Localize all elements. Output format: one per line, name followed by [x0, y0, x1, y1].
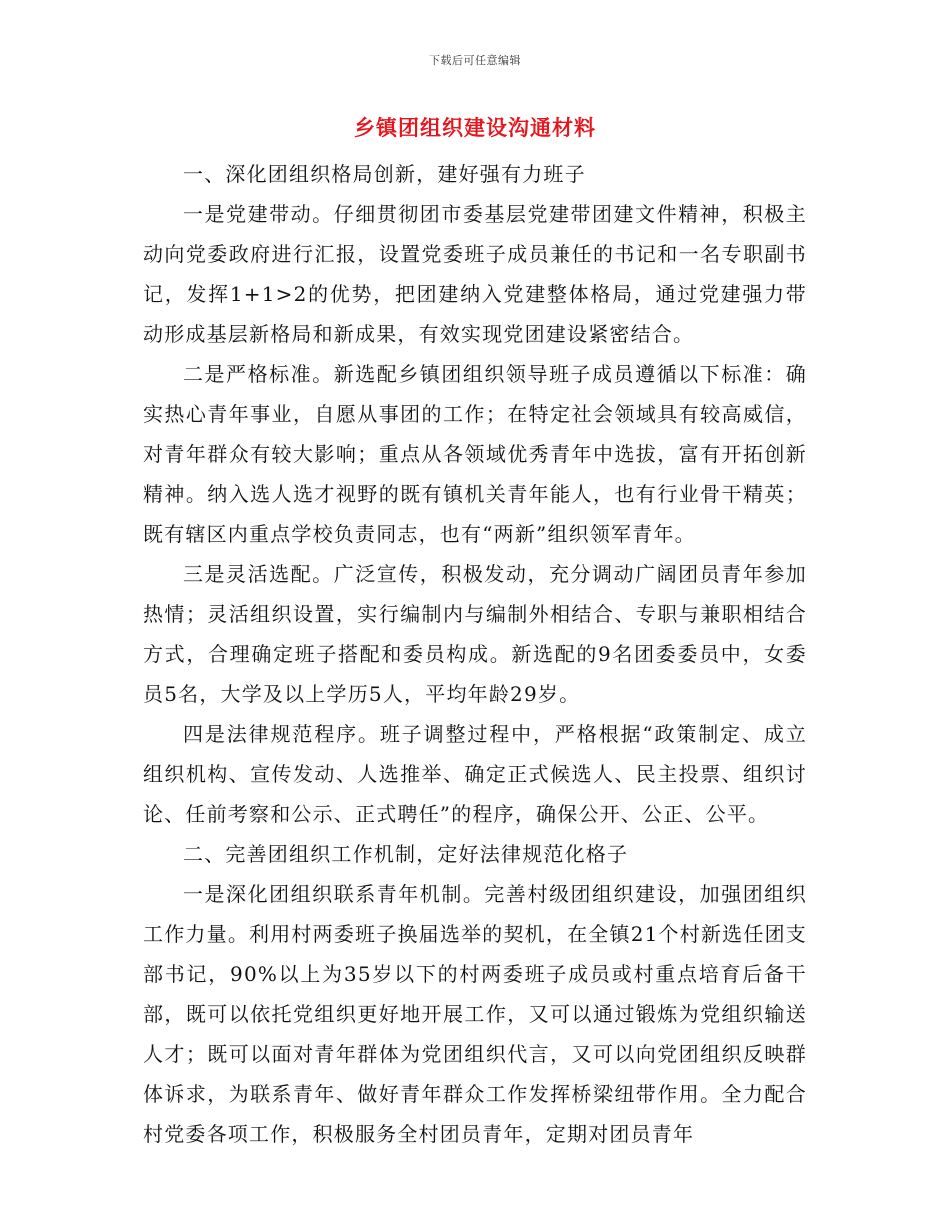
section-heading-2: 二、完善团组织工作机制，定好法律规范化格子: [183, 842, 629, 866]
section-heading-1: 一、深化团组织格局创新，建好强有力班子: [183, 162, 586, 186]
header-note: 下载后可任意编辑: [429, 54, 521, 67]
paragraph-youth-mechanism: 一是深化团组织联系青年机制。完善村级团组织建设，加强团组织工作力量。利用村两委班子换届选举的契机，在全镇21个村新选任团支部书记，90%以上为35岁以下的村两委班子成员或村重点培育后备干部，既可以依托党组织更好地开展工作，又可以通过锻炼为党组织输送人才；既可以面对青年群体为党团组织代言，又可以向党团组织反映群体诉求，为联系青年、做好青年群众工作发挥桥梁纽带作用。全力配合村党委各项工作，积极服务全村团员青年，定期对团员青年: [143, 882, 807, 1146]
paragraph-party-building: 一是党建带动。仔细贯彻团市委基层党建带团建文件精神，积极主动向党委政府进行汇报，设置党委班子成员兼任的书记和一名专职副书记，发挥1+1>2的优势，把团建纳入党建整体格局，通过党建强力带动形成基层新格局和新成果，有效实现党团建设紧密结合。: [143, 202, 807, 346]
document-body: [143, 154, 807, 1154]
paragraph-strict-standards: 二是严格标准。新选配乡镇团组织领导班子成员遵循以下标准：确实热心青年事业，自愿从事团的工作；在特定社会领域具有较高威信，对青年群众有较大影响；重点从各领域优秀青年中选拔，富有开拓创新精神。纳入选人选才视野的既有镇机关青年能人，也有行业骨干精英；既有辖区内重点学校负责同志，也有“两新”组织领军青年。: [143, 362, 807, 546]
paragraph-flexible-selection: 三是灵活选配。广泛宣传，积极发动，充分调动广阔团员青年参加热情；灵活组织设置，实行编制内与编制外相结合、专职与兼职相结合方式，合理确定班子搭配和委员构成。新选配的9名团委委员中，女委员5名，大学及以上学历5人，平均年龄29岁。: [143, 562, 807, 706]
document-title: 乡镇团组织建设沟通材料: [354, 115, 596, 140]
paragraph-procedure: 四是法律规范程序。班子调整过程中，严格根据“政策制定、成立组织机构、宣传发动、人选推举、确定正式候选人、民主投票、组织讨论、任前考察和公示、正式聘任”的程序，确保公开、公正、公平。: [143, 722, 807, 826]
